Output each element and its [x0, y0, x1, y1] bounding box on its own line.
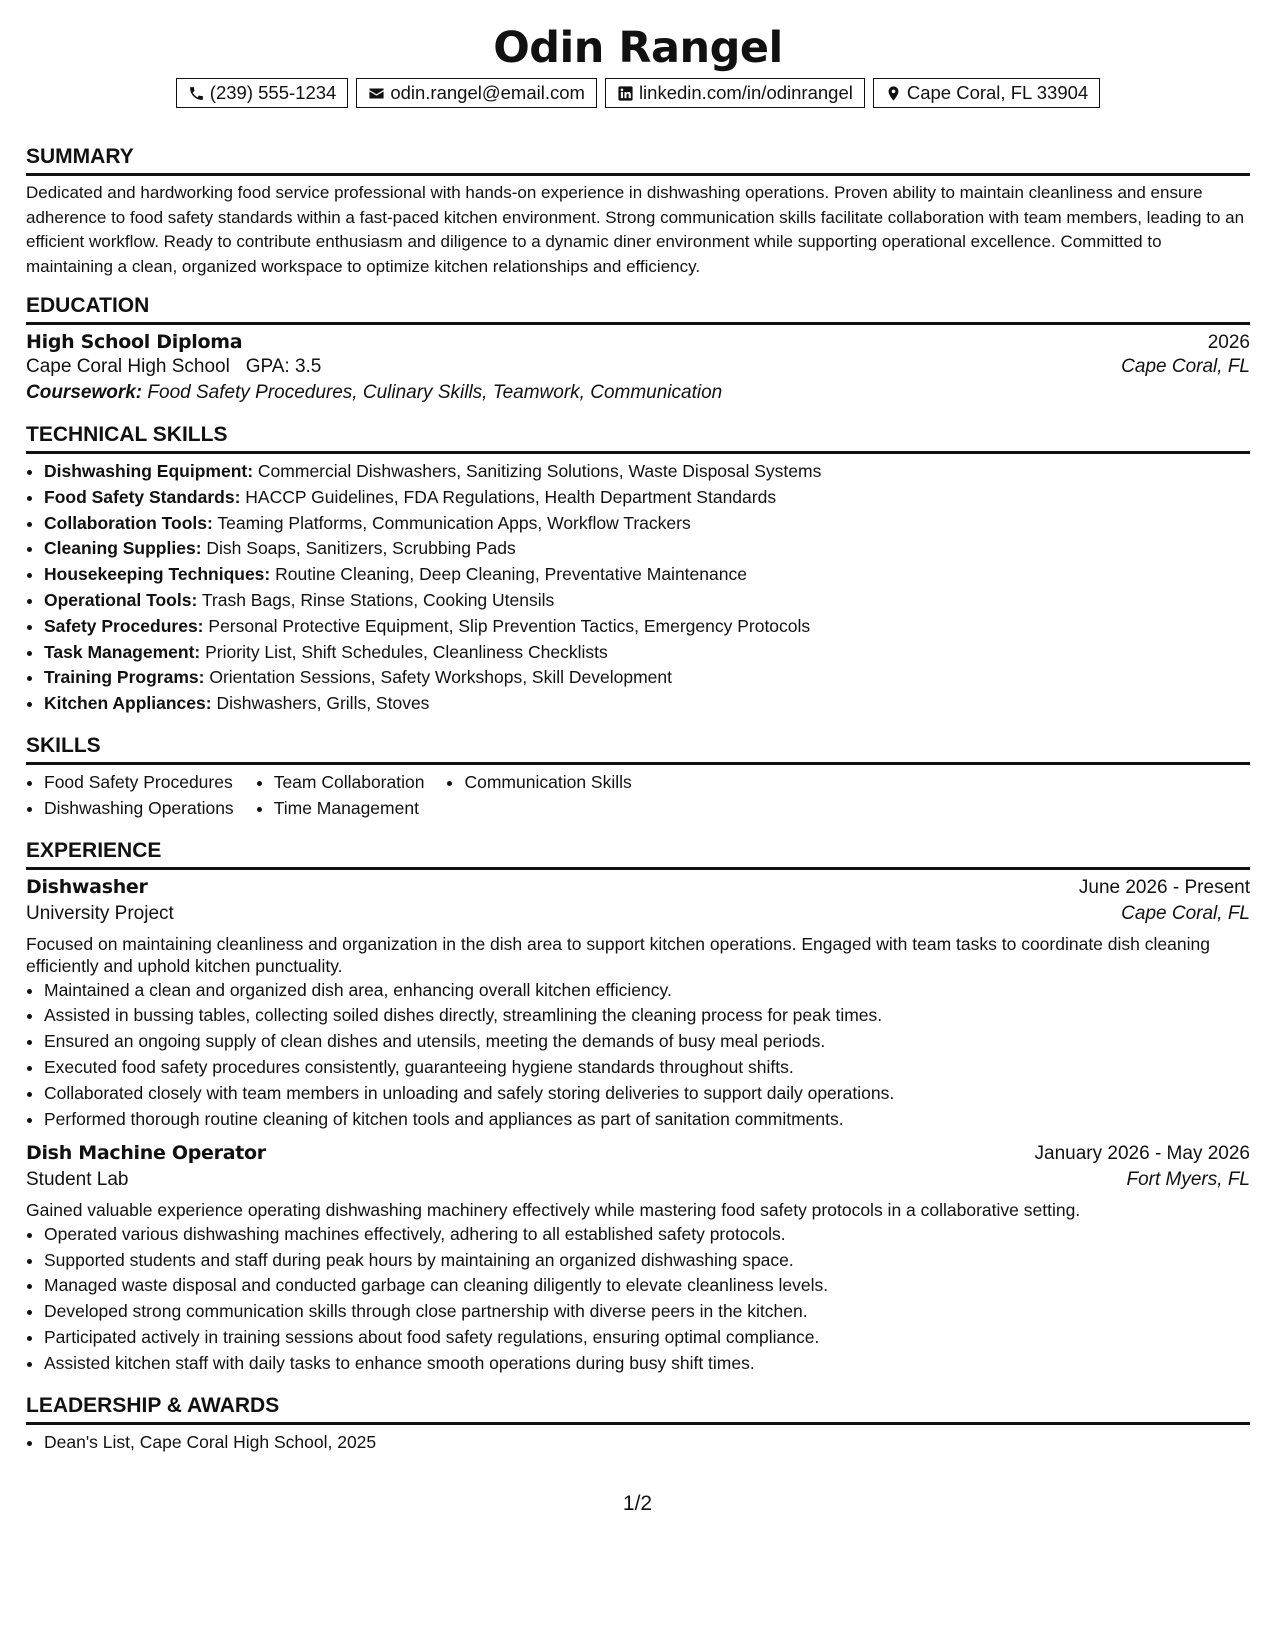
school-location: Cape Coral, FL	[1121, 356, 1250, 377]
skill-values: Dish Soaps, Sanitizers, Scrubbing Pads	[206, 538, 516, 559]
contact-location	[873, 78, 1100, 108]
skill-category: Training Programs:	[44, 667, 205, 688]
linkedin-icon	[617, 85, 634, 102]
contact-phone[interactable]	[176, 78, 349, 108]
list-item: • Team Collaboration	[274, 770, 425, 796]
gpa: GPA: 3.5	[245, 356, 322, 377]
graduation-year: 2026	[1207, 332, 1250, 353]
skill-category: Dishwashing Equipment:	[44, 461, 254, 481]
school-name: Cape Coral High School	[26, 356, 230, 377]
skill-values: HACCP Guidelines, FDA Regulations, Health Department Standards	[245, 486, 777, 507]
list-item	[44, 691, 1250, 717]
list-item: • Managed waste disposal and conducted garbage can cleaning diligently to elevate cleanliness levels.	[44, 1273, 1250, 1299]
skill-values: Orientation Sessions, Safety Workshops, Skill Development	[209, 667, 672, 688]
candidate-name: Odin Rangel	[493, 23, 783, 73]
list-item: • Operated various dishwashing machines effectively, adhering to all established safety protocols.	[44, 1222, 1250, 1248]
section-title: LEADERSHIP & AWARDS	[26, 1393, 1250, 1425]
job-header	[26, 1142, 1250, 1165]
list-item	[44, 640, 1250, 666]
summary-section	[26, 144, 1250, 279]
coursework-list: Food Safety Procedures, Culinary Skills, Teamwork, Communication	[147, 382, 723, 403]
leadership-list	[26, 1430, 1250, 1456]
contact-email-text: odin.rangel@email.com	[390, 82, 585, 103]
skill-values: Dishwashers, Grills, Stoves	[216, 693, 430, 714]
contact-email[interactable]	[356, 78, 597, 108]
contact-linkedin[interactable]	[605, 78, 865, 108]
list-item: • Time Management	[274, 796, 425, 822]
job-dates: June 2026 - Present	[1078, 876, 1250, 898]
list-item	[44, 511, 1250, 537]
list-item: • Food Safety Procedures	[44, 770, 234, 796]
skill-category: Collaboration Tools:	[44, 512, 213, 533]
technical-skills-list	[26, 459, 1250, 717]
skills-section	[26, 733, 1250, 822]
list-item	[44, 614, 1250, 640]
page-number: 1/2	[622, 1492, 653, 1515]
email-icon	[368, 85, 385, 102]
section-title: SUMMARY	[26, 144, 1250, 176]
job-description: Gained valuable experience operating dishwashing machinery effectively while mastering food safety protocols in a collaborative setting.	[26, 1200, 1081, 1221]
list-item	[44, 562, 1250, 588]
skill-values: Personal Protective Equipment, Slip Prevention Tactics, Emergency Protocols	[208, 615, 811, 636]
list-item: • Maintained a clean and organized dish area, enhancing overall kitchen efficiency.	[44, 978, 1250, 1004]
list-item: • Ensured an ongoing supply of clean dishes and utensils, meeting the demands of busy meal periods.	[44, 1029, 1250, 1055]
list-item	[44, 588, 1250, 614]
technical-skills-section	[26, 422, 1250, 717]
skill-category: Housekeeping Techniques:	[44, 564, 271, 585]
skill-values: Teaming Platforms, Communication Apps, Workflow Trackers	[217, 512, 691, 533]
section-title: TECHNICAL SKILLS	[26, 422, 1250, 454]
contact-bar	[26, 78, 1250, 108]
job-entry	[26, 876, 1250, 1133]
experience-section	[26, 838, 1250, 1377]
list-item: • Participated actively in training sessions about food safety regulations, ensuring optimal compliance.	[44, 1325, 1250, 1351]
skill-category: Food Safety Standards:	[44, 486, 241, 507]
job-header	[26, 876, 1250, 899]
list-item: • Supported students and staff during peak hours by maintaining an organized dishwashing space.	[44, 1248, 1250, 1274]
skills-column	[26, 770, 234, 822]
list-item	[44, 485, 1250, 511]
location-pin-icon	[885, 85, 902, 102]
job-location: Cape Coral, FL	[1121, 902, 1250, 924]
summary-text: Dedicated and hardworking food service professional with hands-on experience in dishwashing operations. Proven ability to maintain cleanliness and ensure adherence to food safety standards within a fast-paced kitchen environment. Strong communication skills facilitate collaboration with team members, leading to an efficient workflow. Ready to contribute enthusiasm and diligence to a dynamic diner environment while supporting operational excellence. Committed to maintaining a clean, organized workspace to optimize kitchen relationships and efficiency.	[26, 183, 1245, 276]
skills-column	[256, 770, 425, 822]
job-org-row	[26, 903, 1250, 925]
skill-category: Safety Procedures:	[44, 615, 204, 636]
job-dates: January 2026 - May 2026	[1034, 1143, 1250, 1165]
job-org: Student Lab	[26, 1169, 129, 1191]
job-description: Focused on maintaining cleanliness and organization in the dish area to support kitchen operations. Engaged with team tasks to coordinate dish cleaning efficiently and uphold kitchen punctuality.	[26, 933, 1210, 977]
job-bullets	[26, 978, 1250, 1133]
contact-phone-text: (239) 555-1234	[209, 82, 337, 103]
skill-category: Task Management:	[44, 641, 201, 662]
job-location: Fort Myers, FL	[1126, 1169, 1250, 1191]
list-item: • Assisted in bussing tables, collecting soiled dishes directly, streamlining the cleaning process for peak times.	[44, 1003, 1250, 1029]
skill-category: Kitchen Appliances:	[44, 693, 212, 714]
skill-values: Trash Bags, Rinse Stations, Cooking Utensils	[201, 589, 555, 610]
coursework-label: Coursework:	[26, 382, 143, 403]
list-item: • Collaborated closely with team members in unloading and safely storing deliveries to support daily operations.	[44, 1081, 1250, 1107]
skills-column	[446, 770, 631, 822]
job-title: Dishwasher	[26, 875, 148, 898]
job-title: Dish Machine Operator	[26, 1142, 266, 1165]
job-org-row	[26, 1169, 1250, 1191]
skill-values: Commercial Dishwashers, Sanitizing Solutions, Waste Disposal Systems	[257, 461, 822, 481]
coursework	[26, 382, 1250, 404]
list-item	[44, 665, 1250, 691]
contact-location-text: Cape Coral, FL 33904	[906, 82, 1089, 103]
section-title: EDUCATION	[26, 293, 1250, 325]
degree: High School Diploma	[26, 331, 243, 353]
list-item: • Developed strong communication skills through close partnership with diverse peers in the kitchen.	[44, 1299, 1250, 1325]
skill-category: Operational Tools:	[44, 589, 198, 610]
resume-content	[26, 22, 1250, 1455]
section-title: EXPERIENCE	[26, 838, 1250, 870]
school	[26, 356, 321, 378]
list-item: • Dishwashing Operations	[44, 796, 234, 822]
section-title: SKILLS	[26, 733, 1250, 765]
list-item: • Executed food safety procedures consistently, guaranteeing hygiene standards throughout shifts.	[44, 1055, 1250, 1081]
education-section	[26, 293, 1250, 404]
job-entry	[26, 1142, 1250, 1376]
list-item: • Assisted kitchen staff with daily tasks to enhance smooth operations during busy shift times.	[44, 1351, 1250, 1377]
list-item: • Performed thorough routine cleaning of kitchen tools and appliances as part of sanitation commitments.	[44, 1107, 1250, 1133]
education-school-row	[26, 356, 1250, 378]
list-item	[44, 536, 1250, 562]
job-org: University Project	[26, 902, 174, 924]
phone-icon	[188, 85, 205, 102]
skill-values: Priority List, Shift Schedules, Cleanliness Checklists	[205, 641, 608, 662]
contact-linkedin-text: linkedin.com/in/odinrangel	[638, 82, 853, 103]
job-bullets	[26, 1222, 1250, 1377]
skill-category: Cleaning Supplies:	[44, 538, 202, 559]
skills-grid	[26, 770, 1250, 822]
list-item	[44, 459, 1250, 485]
list-item: • Dean's List, Cape Coral High School, 2025	[44, 1430, 1250, 1456]
education-row	[26, 331, 1250, 354]
list-item: • Communication Skills	[464, 770, 631, 796]
skill-values: Routine Cleaning, Deep Cleaning, Preventative Maintenance	[275, 564, 747, 585]
leadership-section	[26, 1393, 1250, 1456]
